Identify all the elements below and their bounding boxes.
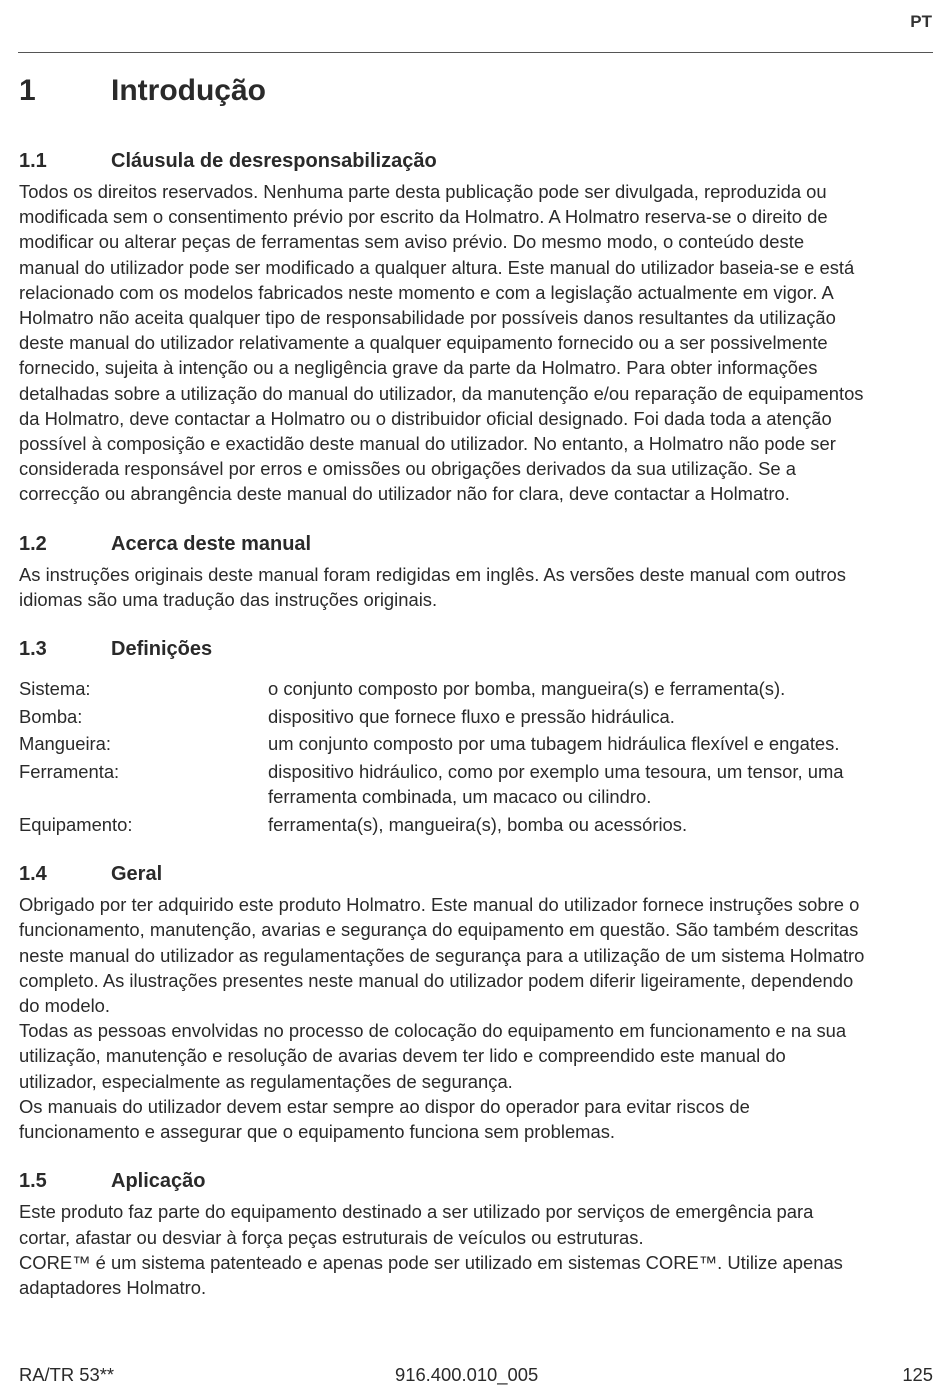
section-definitions: [19, 636, 933, 837]
section-about-manual: [19, 531, 933, 612]
section-disclaimer: [19, 148, 933, 507]
section-application: [19, 1168, 933, 1300]
definition-description: o conjunto composto por bomba, mangueira(s) e ferramenta(s).: [268, 678, 786, 700]
chapter-heading: [19, 72, 933, 110]
definition-row: [19, 704, 933, 729]
section-body: As instruções originais deste manual foram redigidas em inglês. As versões deste manual com outros idiomas são uma tradução das instruções originais.: [19, 563, 846, 610]
section-body: Todos os direitos reservados. Nenhuma parte desta publicação pode ser divulgada, reproduzida ou modificada sem o consentimento prévio por escrito da Holmatro. A Holmatro reserva-se o direito de modificar ou alterar peças de ferramentas sem aviso prévio. Do mesmo modo, o conteúdo deste manual do utilizador pode ser modificado a qualquer altura. Este manual do utilizador baseia-se e está relacionado com os modelos fabricados neste momento e com a legislação actualmente em vigor. A Holmatro não aceita qualquer tipo de responsabilidade por possíveis danos resultantes da utilização deste manual do utilizador relativamente a qualquer equipamento fornecido ou a ser possivelmente fornecido, sujeita à intenção ou a negligência grave da parte da Holmatro. Para obter informações detalhadas sobre a utilização do manual do utilizador, da manutenção e/ou reparação de equipamentos da Holmatro, deve contactar a Holmatro ou o distribuidor oficial designado. Foi dada toda a atenção possível à composição e exactidão deste manual do utilizador. No entanto, a Holmatro não pode ser considerada responsável por erros e omissões ou obrigações derivados da sua utilização. Se a correcção ou abrangência deste manual do utilizador não for clara, deve contactar a Holmatro.: [19, 181, 864, 505]
page-footer: [19, 1364, 933, 1388]
section-body: Este produto faz parte do equipamento destinado a ser utilizado por serviços de emergência para cortar, afastar ou desviar à força peças estruturais de veículos ou estruturas. CORE™ é um sistema patenteado e apenas pode ser utilizado em sistemas CORE™. Utilize apenas adaptadores Holmatro.: [19, 1201, 843, 1298]
definition-row: [19, 759, 933, 809]
language-code: PT: [910, 12, 932, 31]
section-title: Acerca deste manual: [111, 532, 312, 555]
definition-row: [19, 812, 933, 837]
definition-term: Sistema:: [19, 678, 91, 700]
section-heading: [19, 531, 933, 557]
footer-doc-number: 916.400.010_005: [395, 1364, 539, 1385]
section-title: Definições: [111, 638, 213, 661]
definition-term: Bomba:: [19, 705, 83, 727]
page-content: [19, 72, 933, 1324]
chapter-number: 1: [19, 74, 36, 107]
section-number: 1.4: [19, 863, 47, 886]
section-heading: [19, 1168, 933, 1194]
definition-description: um conjunto composto por uma tubagem hidráulica flexível e engates.: [268, 733, 840, 755]
chapter-title: Introdução: [111, 74, 266, 107]
section-number: 1.5: [19, 1170, 47, 1193]
header-rule: [18, 52, 933, 53]
definition-description: dispositivo hidráulico, como por exemplo uma tesoura, um tensor, uma ferramenta combinada, um macaco ou cilindro.: [268, 761, 844, 808]
definitions-list: [19, 676, 933, 837]
definition-description: dispositivo que fornece fluxo e pressão hidráulica.: [268, 705, 675, 727]
definition-term: Ferramenta:: [19, 761, 120, 783]
section-general: [19, 861, 933, 1144]
section-number: 1.2: [19, 532, 47, 555]
definition-description: ferramenta(s), mangueira(s), bomba ou acessórios.: [268, 814, 688, 836]
section-heading: [19, 861, 933, 887]
section-body: Obrigado por ter adquirido este produto Holmatro. Este manual do utilizador fornece instruções sobre o funcionamento, manutenção, avarias e segurança do equipamento em questão. São também descritas neste manual do utilizador as regulamentações de segurança para a utilização de um sistema Holmatro completo. As ilustrações presentes neste manual do utilizador podem diferir ligeiramente, dependendo do modelo. Todas as pessoas envolvidas no processo de colocação do equipamento em funcionamento e na sua utilização, manutenção e resolução de avarias devem ter lido e compreendido este manual do utilizador, especialmente as regulamentações de segurança. Os manuais do utilizador devem estar sempre ao dispor do operador para evitar riscos de funcionamento e assegurar que o equipamento funciona sem problemas.: [19, 894, 865, 1143]
definition-term: Mangueira:: [19, 733, 112, 755]
section-heading: [19, 148, 933, 174]
definition-row: [19, 676, 933, 701]
section-number: 1.3: [19, 638, 47, 661]
section-title: Geral: [111, 863, 163, 886]
section-title: Cláusula de desresponsabilização: [111, 150, 437, 172]
definition-term: Equipamento:: [19, 814, 133, 836]
definition-row: [19, 731, 933, 756]
section-heading: [19, 636, 933, 662]
section-title: Aplicação: [111, 1170, 206, 1193]
footer-model: RA/TR 53**: [19, 1364, 115, 1385]
section-number: 1.1: [19, 150, 47, 172]
page-number: 125: [902, 1364, 933, 1385]
